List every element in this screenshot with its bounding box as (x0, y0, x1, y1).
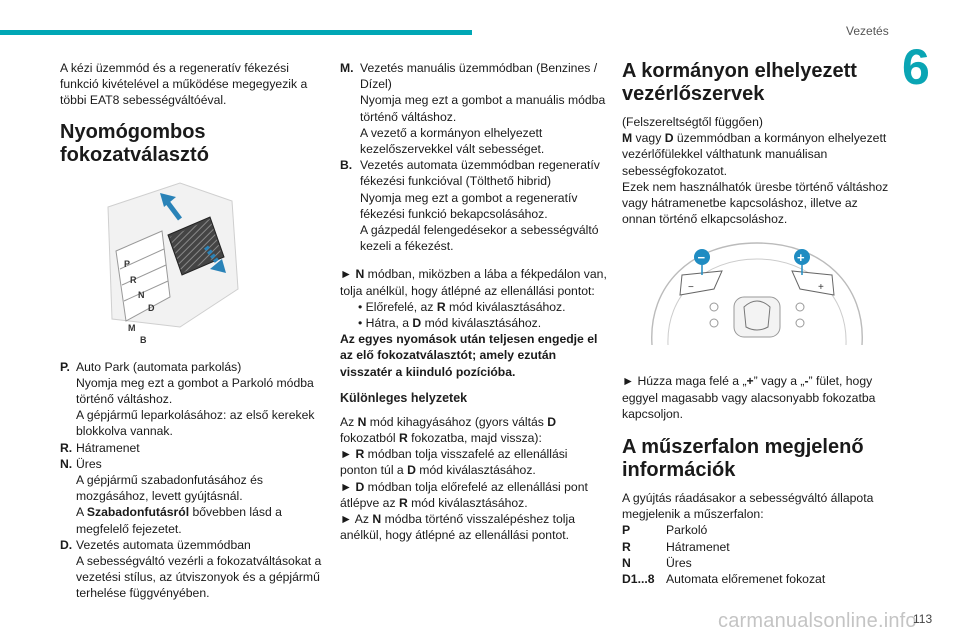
watermark: carmanualsonline.info (718, 610, 917, 632)
header-accent-bar (0, 30, 472, 35)
display-definitions (622, 522, 892, 587)
selector-diagram (60, 177, 328, 347)
section-title: Vezetés (846, 24, 889, 38)
disp-n: N Üres (622, 555, 692, 570)
button-m-label: M (128, 322, 136, 333)
disp-d: D1...8 Automata előremenet fokozat (622, 572, 826, 587)
heading-display-info: A műszerfalon megjelenő információk (622, 436, 864, 482)
steering-paragraph: M vagy D üzemmódban a kormányon elhelyezett vezérlőfülekkel válthatunk manuálisan sebességfokozatot. (622, 131, 887, 178)
steering-wheel-diagram (622, 235, 892, 363)
button-r-label: R (130, 274, 137, 285)
bullet-back: • Hátra, a D mód kiválasztásához. (358, 316, 542, 331)
special-n: ► Az N módba történő visszalépéshez tolja anélkül, hogy átlépné az ellenállási pontot. (340, 512, 575, 543)
subheading-special: Különleges helyzetek (340, 390, 468, 405)
availability-note: (Felszereltségtől függően) (622, 115, 763, 129)
definition-list-1 (60, 359, 328, 602)
button-d-label: D (148, 302, 155, 313)
disp-p: P Parkoló (622, 523, 708, 538)
def-p: P. Auto Park (automata parkolás) Nyomja meg ezt a gombot a Parkoló módba történő váltáshoz. A gépjármű leparkolásához: az első kerekek blokkolva vannak. (60, 359, 315, 439)
bold-note: Az egyes nyomások után teljesen engedje el az elő fokozatválasztót; amely ezután visszatér a kiinduló pozícióba. (340, 332, 598, 379)
def-m: M. Vezetés manuális üzemmódban (Benzines / Dízel) Nyomja meg ezt a gombot a manuális módba történő váltáshoz. A vezető a kormányon elhelyezett kezelőszervekkel vált sebességet. (340, 61, 606, 157)
steering-hub (734, 297, 780, 337)
selector-illustration (60, 177, 328, 347)
column-1 (60, 60, 328, 602)
special-r: ► R módban tolja visszafelé az ellenállási ponton túl a D mód kiválasztásához. (340, 447, 568, 478)
def-r: R. Hátramenet (60, 440, 140, 455)
column-2 (340, 60, 608, 543)
steering-wheel-illustration (622, 235, 892, 363)
intro-paragraph: A kézi üzemmód és a regeneratív fékezési funkció kivételével a működése megegyezik a többi EAT8 sebességváltóéval. (60, 61, 308, 108)
button-b-label: B (140, 334, 147, 345)
chapter-number: 6 (902, 39, 930, 95)
def-n: N. Üres A gépjármű szabadonfutásához és mozgásához, levett gyújtásnál. A Szabadonfutásról bővebben lásd a megfelelő fejezetet. (60, 456, 282, 536)
special-intro: Az N mód kihagyásához (gyors váltás D fokozatból R fokozatba, majd vissza): (340, 414, 557, 446)
plus-symbol: + (797, 250, 805, 266)
minus-symbol: − (697, 250, 706, 266)
def-b: B. Vezetés automata üzemmódban regeneratív fékezési funkcióval (Tölthető hibrid) Nyomja meg ezt a gombot a regeneratív fékezési funkció bekapcsolásához. A gázpedál felengedésekor a sebességváltó kezeli a fékezést. (340, 158, 600, 254)
bullet-forward: • Előrefelé, az R mód kiválasztásához. (358, 299, 566, 314)
restriction-paragraph: Ezek nem használhatók üresbe történő váltáshoz vagy hátramenetbe kapcsoláshoz, illetve az onnan történő elkapcsoláshoz. (622, 179, 889, 227)
special-d: ► D módban tolja előrefelé az ellenállási pont átlépve az R mód kiválasztásához. (340, 479, 588, 510)
paddle-instruction: ► Húzza maga felé a „+” vagy a „-” fület, hogy eggyel magasabb vagy alacsonyabb fokozatba kapcsoljon. (622, 374, 876, 421)
instruction-n-mode: ► N módban, miközben a lába a fékpedálon van, tolja anélkül, hogy átlépné az ellenállási pontot: (340, 267, 607, 298)
svg-text:−: − (688, 282, 694, 294)
page-number: 113 (913, 612, 933, 626)
def-d: D. Vezetés automata üzemmódban A sebességváltó vezérli a fokozatváltásokat a vezetési stílus, az útviszonyok és a gépjármű terhelése függvényében. (60, 537, 322, 601)
heading-selector: Nyomógombos fokozatválasztó (60, 120, 209, 166)
heading-steering-controls: A kormányon elhelyezett vezérlőszervek (622, 60, 857, 105)
disp-r: R Hátramenet (622, 539, 730, 554)
bullet-list (340, 299, 608, 331)
button-n-label: N (138, 289, 145, 300)
svg-text:+: + (818, 282, 824, 294)
button-p-label: P (124, 258, 131, 269)
display-paragraph: A gyújtás ráadásakor a sebességváltó állapota megjelenik a műszerfalon: (622, 491, 874, 522)
column-3 (622, 60, 892, 587)
